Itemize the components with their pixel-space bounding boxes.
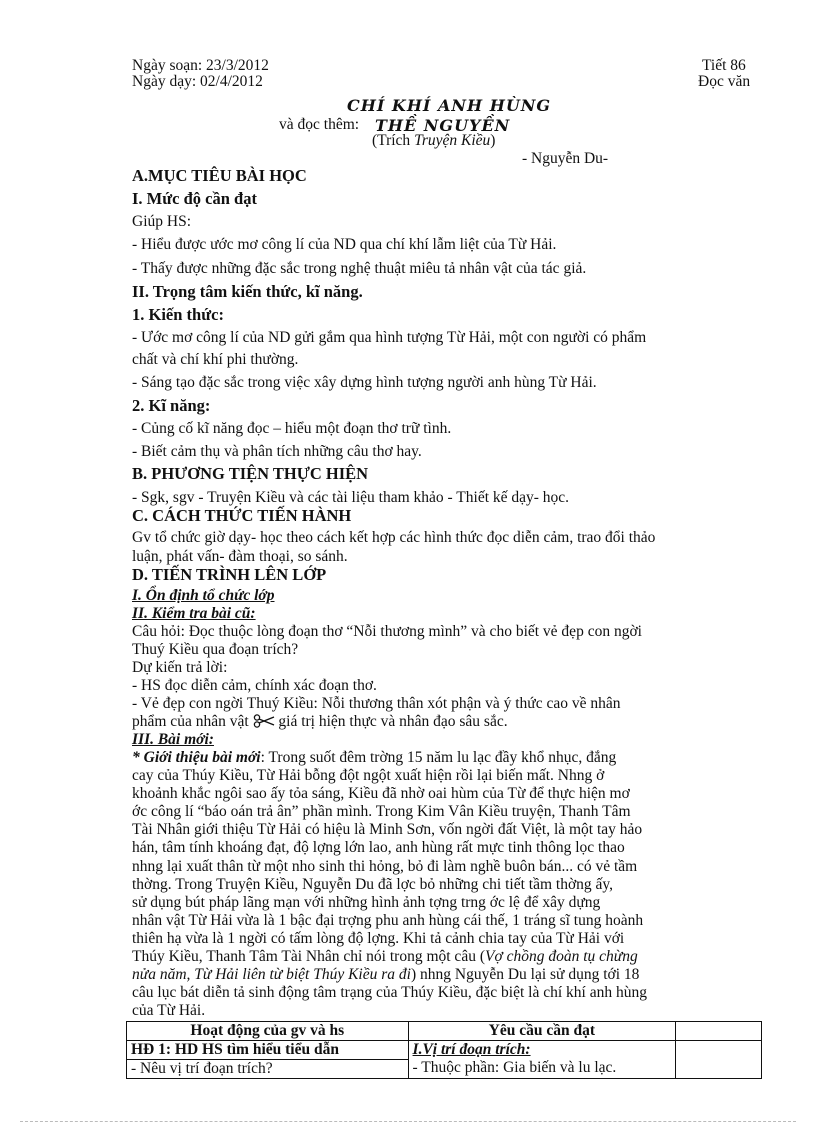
intro-line: nhng lại xuất thân từ một nho sinh thi hỏng, bỏ đi làm nghề buôn bán... có vẻ tầm [132,857,638,875]
scissors-icon [253,714,275,728]
intro-line: ớc công lí “báo oán trả ân” phần mình. Trong Kim Vân Kiều truyện, Thanh Tâm [132,803,631,821]
table-cell-extra [676,1041,762,1079]
intro-line-1 [132,749,760,767]
source-note [372,132,495,150]
date-prepared: Ngày soạn: 23/3/2012 [132,57,269,74]
requirement-title: I.Vị trí đoạn trích: [412,1041,531,1058]
text-a3-pre: phẩm của nhân vật [132,713,249,730]
table-header-extra [676,1022,762,1041]
text-a0: Dự kiến trả lời: [132,659,228,676]
heading-i: I. Mức độ cần đạt [132,189,257,208]
text-kt1b: chất và chí khí phi thường. [132,351,299,368]
page-bottom-divider [20,1121,796,1122]
heading-d1: I. Ổn định tổ chức lớp [132,587,275,604]
intro-line: thiên hạ vừa là 1 ngời có tấm lòng độ lợng. Khi tả cảnh chia tay của Từ Hải với [132,929,625,947]
source-close: ) [490,132,496,149]
heading-d2: II. Kiểm tra bài cũ: [132,605,256,622]
text-a3-post: giá trị hiện thực và nhân đạo sâu sắc. [278,713,508,730]
heading-ki-nang: 2. Kĩ năng: [132,396,211,415]
table-header-activity: Hoạt động của gv và hs [127,1022,409,1041]
intro-line: thờng. Trong Truyện Kiều, Nguyễn Du đã lợc bỏ những chi tiết tầm thờng ấy, [132,875,614,893]
intro-line-text: : Trong suốt đêm trờng 15 năm lu lạc đầy khổ nhục, đắng [260,749,617,766]
intro-quote-b: nửa năm, Từ Hải liên từ biệt Thúy Kiều ra đi [132,966,411,984]
source-open: (Trích [372,132,415,149]
author: - Nguyễn Du- [522,150,609,167]
text-i1: - Hiểu được ước mơ công lí của ND qua chí khí lẫm liệt của Từ Hải. [132,236,557,253]
intro-line-text: Thúy Kiều, Thanh Tâm Tài Nhân chỉ nói trong một câu ( [132,948,485,966]
heading-d: D. TIẾN TRÌNH LÊN LỚP [132,565,327,584]
activity-text: - Nêu vị trí đoạn trích? [131,1060,273,1077]
heading-ii: II. Trọng tâm kiến thức, kĩ năng. [132,282,363,301]
intro-line: hán, tâm tính khoáng đạt, độ lợng lớn lao, anh hùng rất mực tinh thông lọc thao [132,839,625,857]
text-a2: - Vẻ đẹp con ngời Thuý Kiều: Nỗi thương thân xót phận và ý thức cao về nhân [132,695,621,712]
text-a3 [132,713,508,731]
intro-line: của Từ Hải. [132,1002,206,1020]
text-kn2: - Biết cảm thụ và phân tích những câu thơ hay. [132,443,422,460]
text-b1: - Sgk, sgv - Truyện Kiều và các tài liệu tham khảo - Thiết kế dạy- học. [132,489,570,506]
intro-line: Tài Nhân giới thiệu Từ Hải có hiệu là Minh Sơn, vốn ngời đất Việt, là một tay hảo [132,821,643,839]
heading-c: C. CÁCH THỨC TIẾN HÀNH [132,506,352,525]
lesson-number: Tiết 86 [702,57,746,74]
table-row [127,1041,762,1079]
text-q2: Thuý Kiều qua đoạn trích? [132,641,299,658]
date-taught: Ngày dạy: 02/4/2012 [132,73,263,90]
table-header-row [127,1022,762,1041]
lesson-table [126,1021,762,1079]
intro-after-quote: ) nhng Nguyễn Du lại sử dụng tới 18 [410,966,640,984]
text-c1a: Gv tổ chức giờ dạy- học theo cách kết hợp các hình thức đọc diễn cảm, trao đổi thảo [132,529,656,546]
text-kt1a: - Ước mơ công lí của ND gửi gắm qua hình tượng Từ Hải, một con người có phẩm [132,329,647,346]
heading-b: B. PHƯƠNG TIỆN THỰC HIỆN [132,464,369,483]
subject: Đọc văn [698,73,751,90]
intro-line: nhân vật Từ Hải vừa là 1 bậc đại trợng phu anh hùng cái thế, 1 tráng sĩ tung hoành [132,911,644,929]
heading-a: A.MỤC TIÊU BÀI HỌC [132,166,307,185]
lesson-subtitle: THỀ NGUYỀN [375,116,511,135]
lesson-title: CHÍ KHÍ ANH HÙNG [347,96,552,115]
source-work: Truyện Kiều [414,132,491,149]
intro-quote-a: Vợ chồng đoàn tụ chừng [484,948,638,966]
intro-paragraph [132,749,760,1020]
text-i2: - Thấy được những đặc sắc trong nghệ thuật miêu tả nhân vật của tác giả. [132,260,587,277]
intro-line: khoảnh khắc ngôi sao ấy tỏa sáng, Kiều đã nhờ oai hùm của Từ để thực hiện mơ [132,785,630,803]
intro-line [132,948,760,966]
heading-kien-thuc: 1. Kiến thức: [132,305,224,324]
text-giup: Giúp HS: [132,213,191,230]
table-cell-requirement [408,1041,676,1079]
intro-line: câu lục bát diễn tả sinh động tâm trạng của Thúy Kiều, đặc biệt là chí khí anh hùng [132,984,647,1002]
intro-label: * Giới thiệu bài mới [132,749,261,766]
text-c1b: luận, phát vấn- đàm thoại, so sánh. [132,548,348,565]
table-cell-activity [127,1041,409,1079]
heading-d3: III. Bài mới: [132,731,214,748]
table-header-requirement: Yêu cầu cần đạt [408,1022,676,1041]
activity-title: HĐ 1: HD HS tìm hiểu tiểu dẫn [127,1041,408,1060]
requirement-text: - Thuộc phần: Gia biến và lu lạc. [412,1059,617,1076]
intro-line [132,966,760,984]
text-a1: - HS đọc diễn cảm, chính xác đoạn thơ. [132,677,377,694]
text-kn1: - Củng cố kĩ năng đọc – hiểu một đoạn thơ trữ tình. [132,420,452,437]
intro-line: sử dụng bút pháp lãng mạn với những hình ảnh tợng trng ớc lệ để xây dựng [132,893,601,911]
text-kt2: - Sáng tạo đặc sắc trong việc xây dựng hình tượng người anh hùng Từ Hải. [132,374,597,391]
intro-line: cay của Thúy Kiều, Từ Hải bỗng đột ngột xuất hiện rồi lại biến mất. Nhng ở [132,767,605,785]
title-prefix: và đọc thêm: [279,116,360,133]
text-q1: Câu hỏi: Đọc thuộc lòng đoạn thơ “Nỗi thương mình” và cho biết vẻ đẹp con ngời [132,623,642,640]
